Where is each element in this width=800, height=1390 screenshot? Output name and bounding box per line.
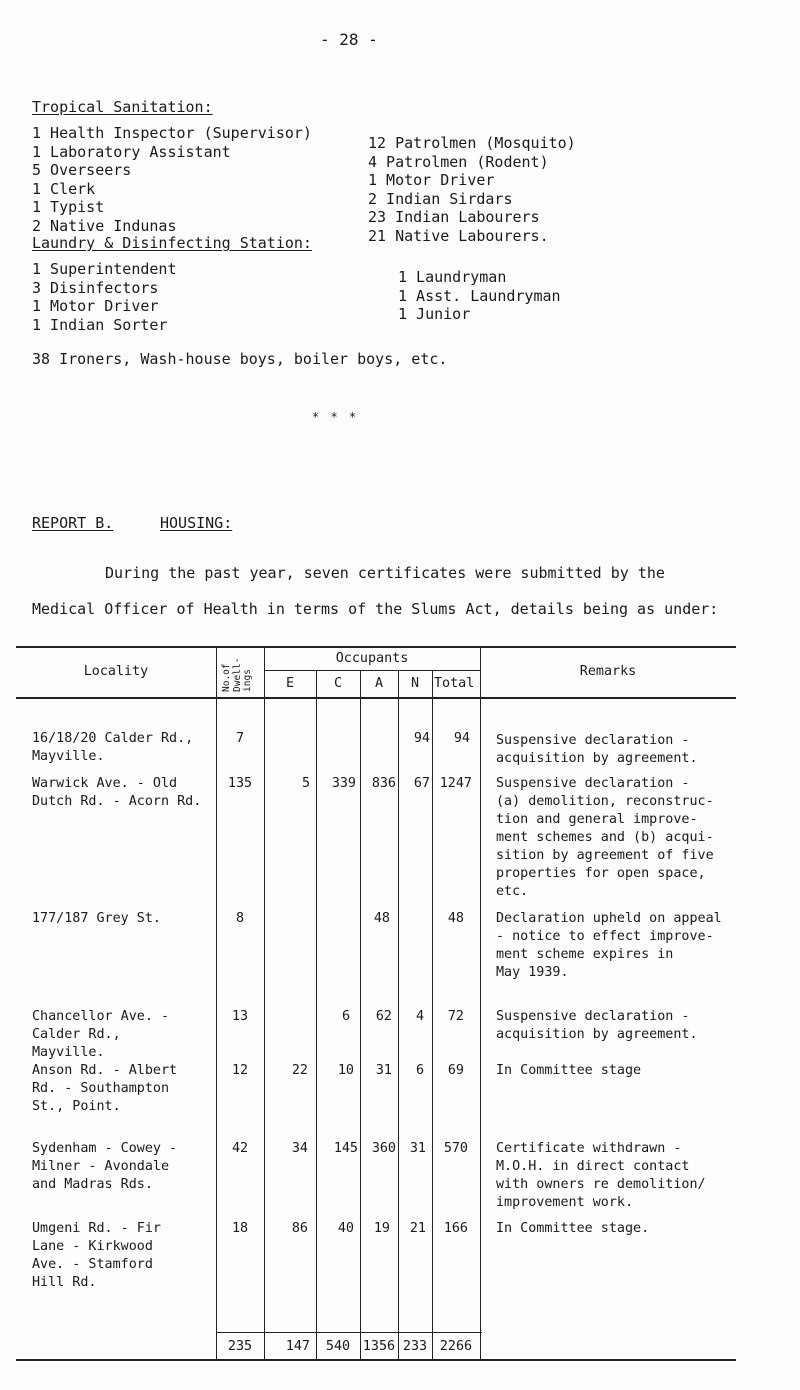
locality-line: Lane - Kirkwood [32,1239,153,1254]
dwellings-cell: 7 [235,731,245,746]
table-rule-totals [216,1332,482,1333]
list-item: 1 Laundryman [398,268,507,286]
remarks-line: In Committee stage. [496,1221,650,1236]
list-item: 1 Asst. Laundryman [398,286,561,305]
laundry-staff-left-list [32,260,177,334]
e-cell: 22 [291,1063,308,1078]
total-c: 540 [325,1339,351,1354]
remarks-line: Suspensive declaration - [496,733,690,748]
c-cell: 10 [337,1063,354,1078]
list-item: 5 Overseers [32,161,132,180]
c-cell: 40 [337,1221,354,1236]
locality-line: Anson Rd. - Albert [32,1063,178,1078]
total-e: 147 [285,1339,310,1354]
a-cell: 62 [375,1009,392,1024]
list-item: 12 Patrolmen (Mosquito) [368,134,576,152]
column-header-locality: Locality [83,664,149,679]
list-item: 1 Laboratory Assistant [32,142,231,161]
locality-line: 177/187 Grey St. [32,911,161,926]
list-item: 1 Junior [398,305,471,324]
remarks-line: with owners re demolition/ [496,1177,706,1192]
section-heading-tropical-sanitation: Tropical Sanitation: [32,98,213,116]
e-cell: 5 [301,776,310,791]
separator-asterisks: * * * [312,410,359,424]
locality-line: St., Point. [32,1099,121,1114]
dwellings-cell: 8 [235,911,245,926]
total-n: 233 [402,1339,428,1354]
remarks-line: improvement work. [496,1195,634,1210]
column-header-c: C [333,676,343,691]
total-cell: 94 [453,731,470,746]
a-cell: 360 [371,1141,396,1156]
a-cell: 836 [371,776,396,791]
list-item: 23 Indian Labourers [368,208,540,227]
remarks-line: - notice to effect improve- [496,929,714,944]
table-rule-occupants [264,670,480,671]
table-rule-header [16,697,736,699]
e-cell: 86 [291,1221,308,1236]
column-header-a: A [374,676,384,691]
list-item: 2 Native Indunas [32,216,177,235]
locality-line: and Madras Rds. [32,1177,153,1192]
laundry-staff-right-list [398,268,561,324]
column-header-dwellings: No.of Dwell- ings [221,657,253,692]
remarks-line: acquisition by agreement. [496,1027,698,1042]
report-title: HOUSING: [160,514,233,532]
total-cell: 69 [447,1063,464,1078]
n-cell: 6 [415,1063,424,1078]
laundry-note: 38 Ironers, Wash-house boys, boiler boys, etc. [32,350,448,368]
section-heading-laundry: Laundry & Disinfecting Station: [32,234,312,252]
n-cell: 94 [413,731,430,746]
remarks-line: May 1939. [496,965,569,980]
a-cell: 48 [373,911,390,926]
table-rule-col [216,646,217,1360]
remarks-line: Suspensive declaration - [496,776,690,791]
dwellings-cell: 13 [231,1009,249,1024]
remarks-line: Certificate withdrawn - [496,1141,682,1156]
c-cell: 145 [333,1141,358,1156]
n-cell: 31 [409,1141,426,1156]
dwellings-cell: 12 [231,1063,249,1078]
total-cell: 48 [447,911,464,926]
tropical-staff-left-list [32,124,312,236]
remarks-line: sition by agreement of five [496,848,714,863]
total-total: 2266 [439,1339,473,1354]
column-header-occupants: Occupants [335,651,409,666]
dwellings-cell: 18 [231,1221,249,1236]
e-cell: 34 [291,1141,308,1156]
dwellings-cell: 42 [231,1141,249,1156]
remarks-line: In Committee stage [496,1063,642,1078]
column-header-n: N [410,676,420,691]
remarks-line: etc. [496,884,529,899]
n-cell: 67 [413,776,430,791]
page-number: - 28 - [320,30,378,49]
a-cell: 31 [375,1063,392,1078]
locality-line: Warwick Ave. - Old [32,776,178,791]
remarks-line: ment schemes and (b) acqui- [496,830,714,845]
locality-line: Mayville. [32,749,105,764]
table-rule-top [16,646,736,648]
list-item: 4 Patrolmen (Rodent) [368,152,549,171]
dwellings-cell: 135 [227,776,253,791]
table-rule-col [264,646,265,1360]
table-rule-col [480,646,481,1360]
column-header-total: Total [434,676,475,691]
list-item: 2 Indian Sirdars [368,189,513,208]
report-intro-line-2: Medical Officer of Health in terms of the Slums Act, details being as under: [32,600,719,618]
c-cell: 339 [331,776,356,791]
total-cell: 1247 [439,776,472,791]
locality-line: Rd. - Southampton [32,1081,170,1096]
locality-line: Dutch Rd. - Acorn Rd. [32,794,202,809]
locality-line: Chancellor Ave. - [32,1009,170,1024]
remarks-line: Suspensive declaration - [496,1009,690,1024]
a-cell: 19 [373,1221,390,1236]
list-item: 1 Superintendent [32,260,177,278]
total-dwellings: 235 [227,1339,253,1354]
tropical-staff-right-list [368,134,576,246]
locality-line: Ave. - Stamford [32,1257,153,1272]
list-item: 3 Disinfectors [32,278,159,297]
table-rule-bottom [16,1359,736,1361]
remarks-line: (a) demolition, reconstruc- [496,794,714,809]
locality-line: Calder Rd., [32,1027,121,1042]
list-item: 1 Clerk [32,179,96,198]
report-intro-line-1: During the past year, seven certificates were submitted by the [105,564,665,582]
column-header-remarks: Remarks [579,664,637,679]
locality-line: Hill Rd. [32,1275,97,1290]
locality-line: Umgeni Rd. - Fir [32,1221,161,1236]
locality-line: Sydenham - Cowey - [32,1141,178,1156]
remarks-line: tion and general improve- [496,812,698,827]
remarks-line: M.O.H. in direct contact [496,1159,690,1174]
total-cell: 72 [447,1009,464,1024]
locality-line: Milner - Avondale [32,1159,170,1174]
list-item: 1 Indian Sorter [32,315,168,334]
locality-line: 16/18/20 Calder Rd., [32,731,194,746]
list-item: 21 Native Labourers. [368,226,549,245]
list-item: 1 Motor Driver [368,171,495,190]
total-cell: 166 [443,1221,468,1236]
n-cell: 4 [415,1009,424,1024]
remarks-line: Declaration upheld on appeal [496,911,722,926]
list-item: 1 Health Inspector (Supervisor) [32,124,312,142]
remarks-line: acquisition by agreement. [496,751,698,766]
remarks-line: properties for open space, [496,866,706,881]
report-label: REPORT B. [32,514,114,532]
total-cell: 570 [443,1141,468,1156]
list-item: 1 Motor Driver [32,297,159,316]
total-a: 1356 [362,1339,396,1354]
c-cell: 6 [341,1009,350,1024]
list-item: 1 Typist [32,198,105,217]
column-header-e: E [285,676,295,691]
locality-line: Mayville. [32,1045,105,1060]
remarks-line: ment scheme expires in [496,947,674,962]
n-cell: 21 [409,1221,426,1236]
